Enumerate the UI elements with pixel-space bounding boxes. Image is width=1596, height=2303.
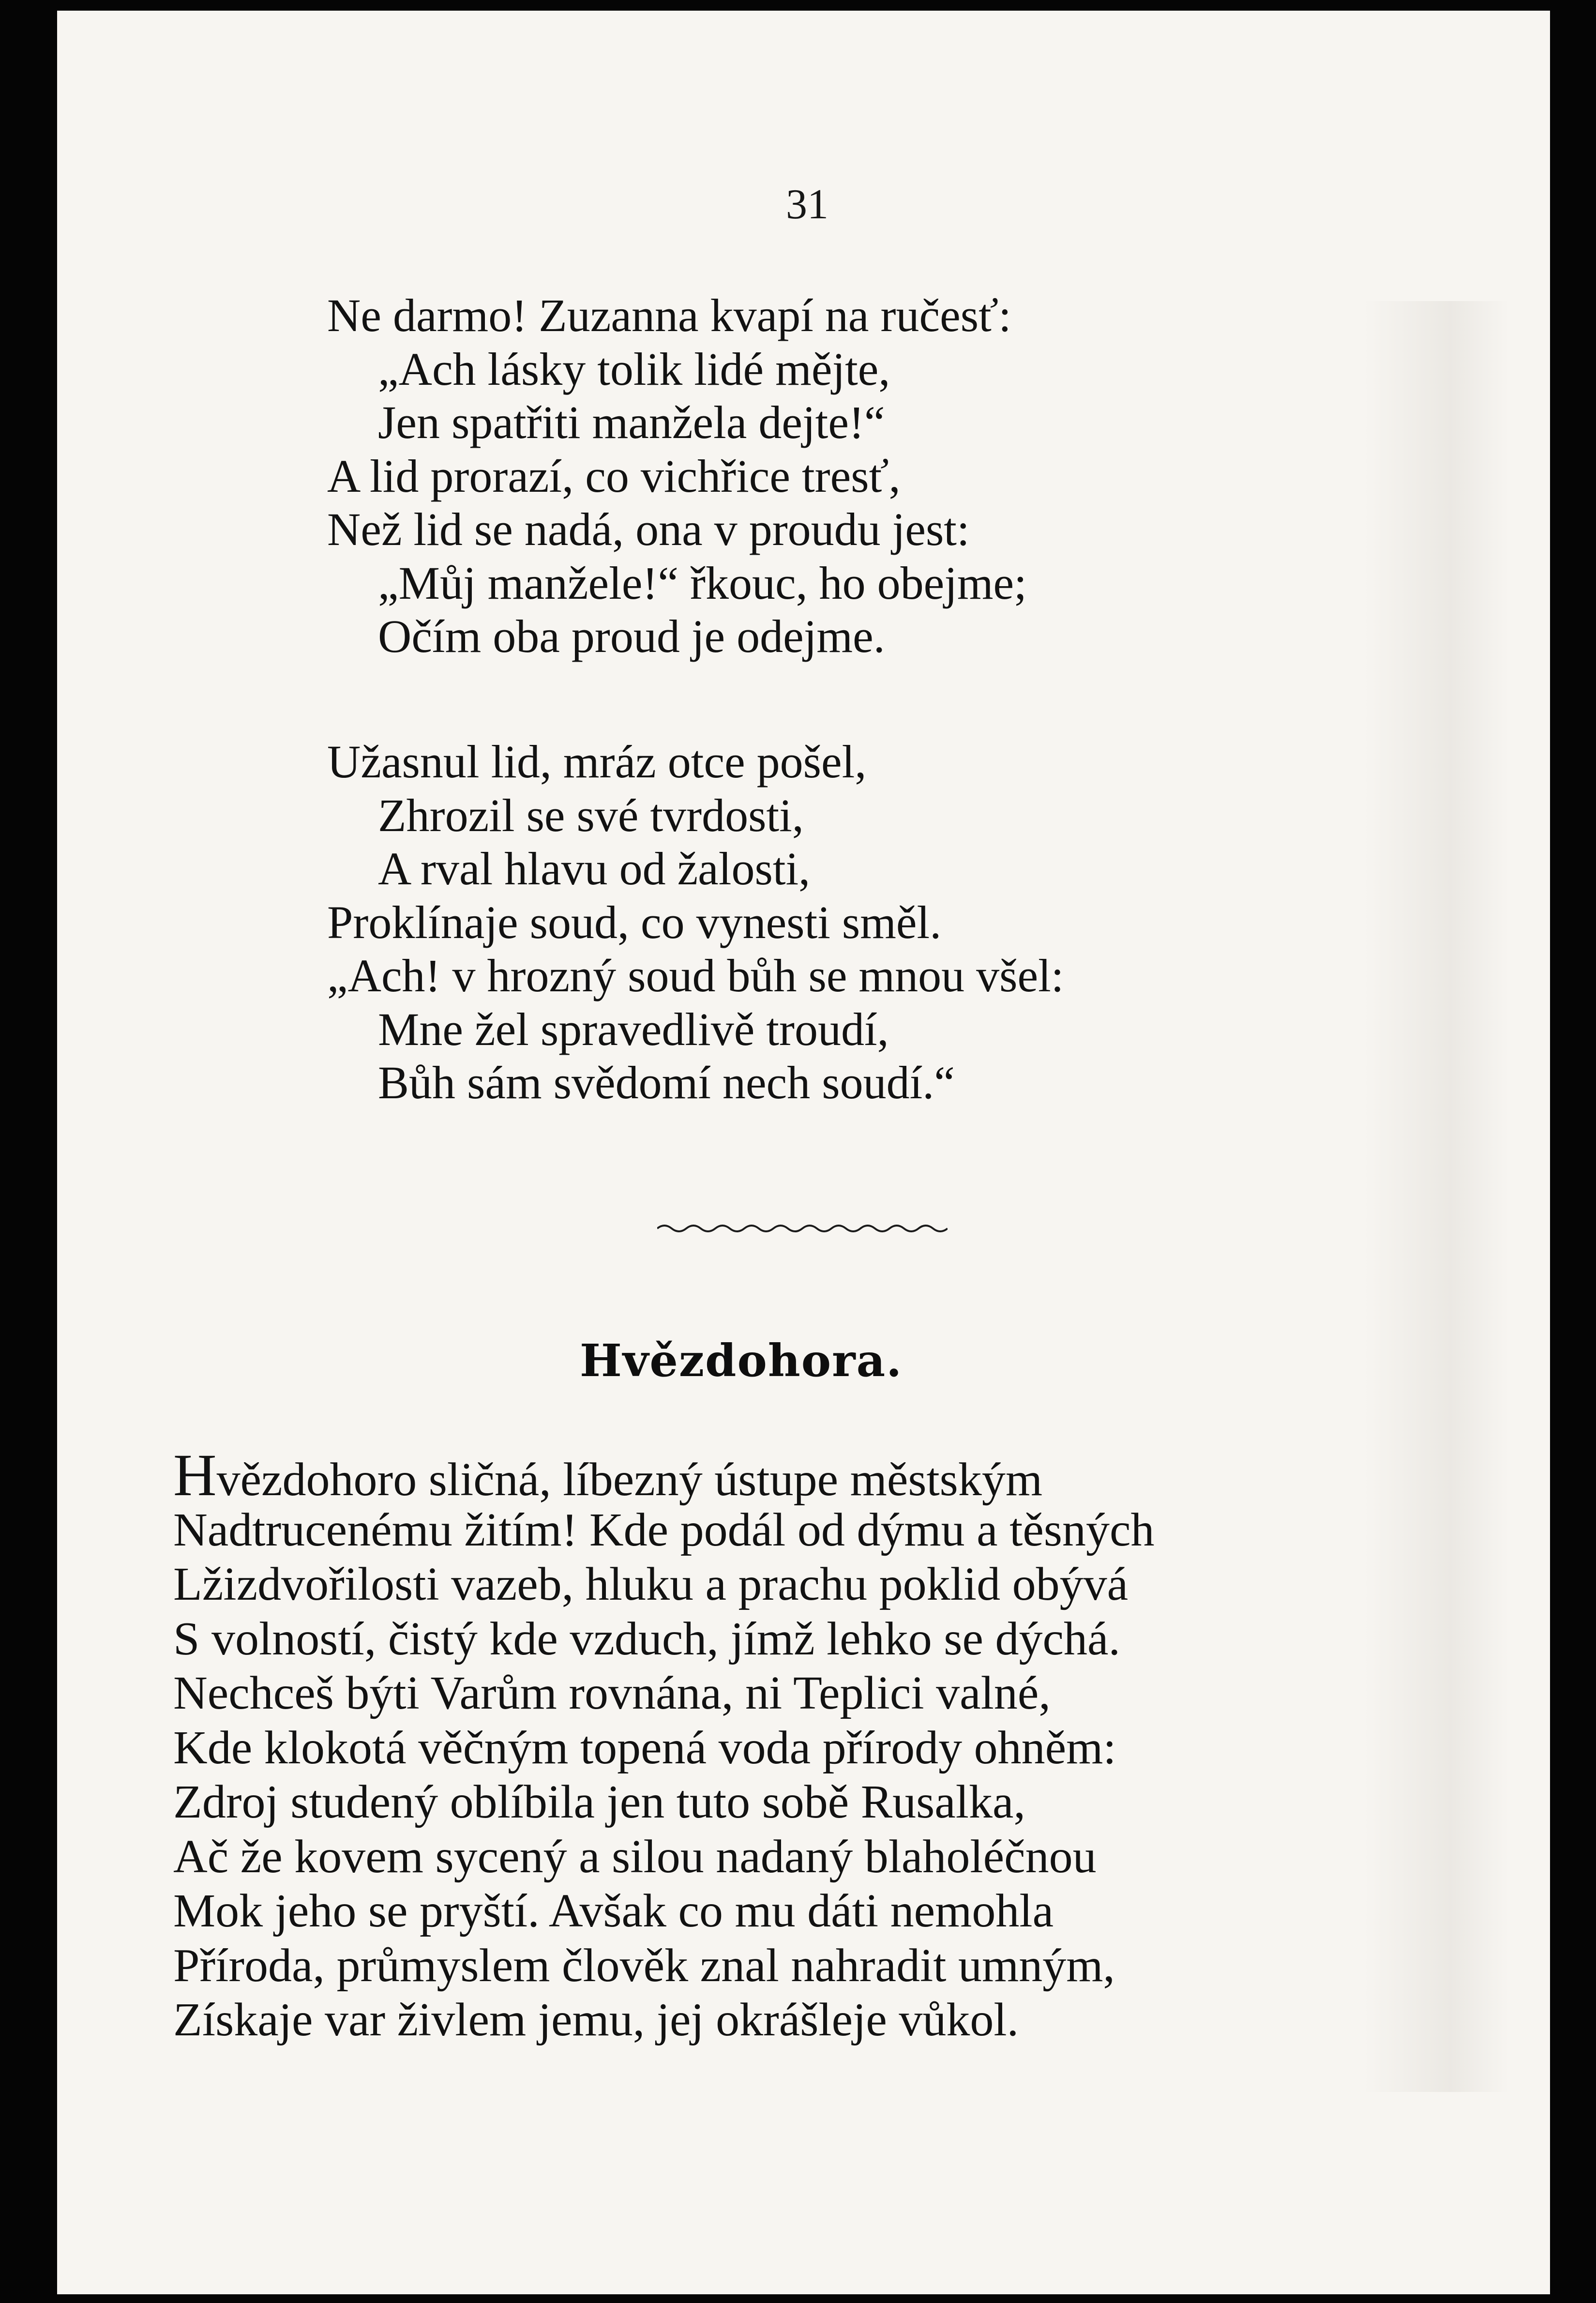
poem-line: Zhrozil se své tvrdosti, [378, 789, 804, 841]
prose-line: Příroda, průmyslem člověk znal nahradit umným, [173, 1939, 1115, 1992]
prose-line: Mok jeho se pryští. Avšak co mu dáti nemohla [173, 1885, 1054, 1937]
prose-first-line: vězdohoro sličná, líbezný ústupe městským [216, 1454, 1043, 1506]
page-number: 31 [786, 181, 828, 228]
poem-line: „Ach! v hrozný soud bůh se mnou všel: [327, 950, 1064, 1001]
prose-line: Zdroj studený oblíbila jen tuto sobě Rusalka, [173, 1776, 1026, 1828]
poem-line: A rval hlavu od žalosti, [378, 843, 811, 894]
prose-line [173, 1442, 1043, 1508]
prose-line: Lžizdvořilosti vazeb, hluku a prachu poklid obývá [173, 1558, 1129, 1610]
prose-line: Nadtrucenému žitím! Kde podál od dýmu a těsných [173, 1503, 1155, 1556]
show-through-texture [1364, 301, 1509, 2092]
poem-line: „Ach lásky tolik lidé mějte, [378, 343, 890, 395]
section-title: Hvězdohora. [580, 1334, 903, 1387]
prose-line: Získaje var živlem jemu, jej okrášleje vůkol. [173, 1994, 1019, 2046]
poem-line: A lid prorazí, co vichřice tresť, [327, 450, 901, 502]
poem-line: Užasnul lid, mráz otce pošel, [327, 736, 867, 788]
book-page [57, 11, 1550, 2294]
prose-line: Ač že kovem sycený a silou nadaný blaholéčnou [173, 1830, 1097, 1883]
prose-line: S volností, čistý kde vzduch, jímž lehko se dýchá. [173, 1612, 1120, 1665]
poem-line: Ne darmo! Zuzanna kvapí na ručesť: [327, 289, 1011, 341]
poem-line: Mne žel spravedlivě troudí, [378, 1003, 889, 1055]
wavy-divider [657, 1221, 948, 1236]
prose-line: Kde klokotá věčným topená voda přírody ohněm: [173, 1721, 1116, 1774]
poem-line: Jen spatřiti manžela dejte!“ [378, 396, 885, 448]
poem-line: „Můj manžele!“ řkouc, ho obejme; [378, 557, 1027, 609]
poem-line: Než lid se nadá, ona v proudu jest: [327, 503, 970, 555]
drop-cap: H [173, 1442, 217, 1508]
poem-line: Bůh sám svědomí nech soudí.“ [378, 1057, 955, 1108]
prose-line: Nechceš býti Varům rovnána, ni Teplici valné, [173, 1667, 1051, 1719]
poem-line: Očím oba proud je odejme. [378, 610, 885, 662]
poem-line: Proklínaje soud, co vynesti směl. [327, 896, 942, 948]
